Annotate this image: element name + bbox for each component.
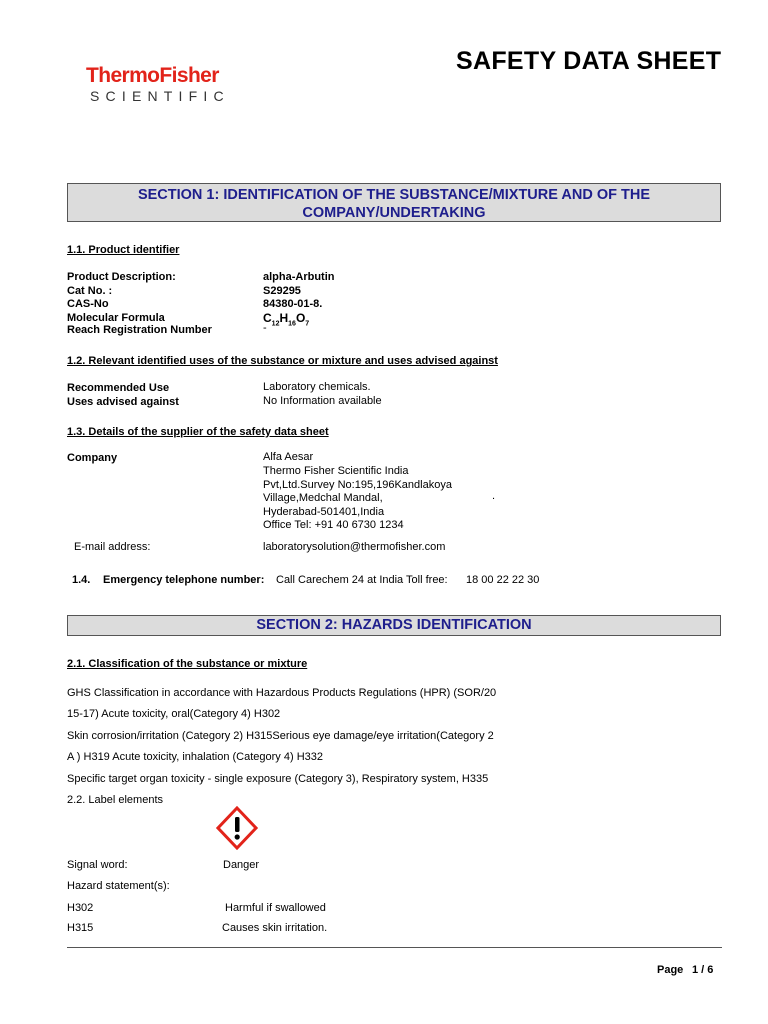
hazard-code: H302 [67,902,94,914]
brand-logo-wordmark: ThermoFisher [86,64,219,87]
email-label: E-mail address: [74,541,151,553]
reach-registration-label: Reach Registration Number [67,324,212,336]
brand-logo-subtitle: SCIENTIFIC [90,88,230,104]
section-2-header [67,615,721,636]
section-1-title-line2: COMPANY/UNDERTAKING [302,205,486,221]
label-elements-heading: 2.2. Label elements [67,794,164,806]
ghs-exclamation-mark-icon [216,806,258,850]
subsection-1-1-heading: 1.1. Product identifier [67,244,180,256]
section-1-header [67,183,721,222]
emergency-telephone-number: 18 00 22 22 30 [466,574,540,586]
classification-line-4: A ) H319 Acute toxicity, inhalation (Category 4) H332 [67,751,323,763]
company-line-4: Village,Medchal Mandal, [263,492,383,504]
product-description-label: Product Description: [67,271,176,283]
molecular-formula-value: $C_{12}H_{16}O_7$ [263,311,310,328]
section-1-title-line1: SECTION 1: IDENTIFICATION OF THE SUBSTANCE/MIXTURE AND OF THE [137,187,651,203]
section-2-title: SECTION 2: HAZARDS IDENTIFICATION [256,617,532,633]
classification-line-2: 15-17) Acute toxicity, oral(Category 4) H302 [67,708,281,720]
cas-no-label: CAS-No [67,298,109,310]
hazard-code: H315 [67,922,94,934]
company-label: Company [67,452,118,464]
classification-line-5: Specific target organ toxicity - single exposure (Category 3), Respiratory system, H335 [67,773,489,785]
uses-advised-against-value: No Information available [263,395,382,407]
uses-advised-against-label: Uses advised against [67,396,179,408]
page-number: 1 / 6 [692,964,714,976]
signal-word-label: Signal word: [67,859,128,871]
subsection-2-1-heading: 2.1. Classification of the substance or mixture [67,658,308,670]
company-line-3: Pvt,Ltd.Survey No:195,196Kandlakoya [263,479,452,491]
subsection-1-2-heading: 1.2. Relevant identified uses of the substance or mixture and uses advised against [67,355,498,367]
subsection-1-3-heading: 1.3. Details of the supplier of the safety data sheet [67,426,329,438]
hazard-text: Causes skin irritation. [222,922,328,934]
company-line-1: Alfa Aesar [263,451,314,463]
stray-dot: . [492,490,496,502]
company-line-5: Hyderabad-501401,India [263,506,385,518]
hazard-statements-label: Hazard statement(s): [67,880,170,892]
document-title: SAFETY DATA SHEET [456,47,722,75]
footer-divider [67,947,722,948]
reach-registration-value: - [263,322,267,334]
emergency-telephone-label: Emergency telephone number: [103,574,265,586]
recommended-use-label: Recommended Use [67,382,170,394]
classification-line-3: Skin corrosion/irritation (Category 2) H315Serious eye damage/eye irritation(Category 2 [67,730,494,742]
cas-no-value: 84380-01-8. [263,298,323,310]
hazard-text: Harmful if swallowed [225,902,326,914]
company-line-2: Thermo Fisher Scientific India [263,465,409,477]
recommended-use-value: Laboratory chemicals. [263,381,371,393]
emergency-telephone-value: Call Carechem 24 at India Toll free: [276,574,448,586]
company-line-6: Office Tel: +91 40 6730 1234 [263,519,404,531]
page-label: Page [657,964,684,976]
signal-word-value: Danger [223,859,260,871]
cat-no-label: Cat No. : [67,285,113,297]
emergency-number-prefix: 1.4. [72,574,91,586]
classification-line-1: GHS Classification in accordance with Hazardous Products Regulations (HPR) (SOR/20 [67,687,497,699]
molecular-formula-label: Molecular Formula [67,312,165,324]
cat-no-value: S29295 [263,285,301,297]
product-description-value: alpha-Arbutin [263,271,335,283]
email-value: laboratorysolution@thermofisher.com [263,541,446,553]
